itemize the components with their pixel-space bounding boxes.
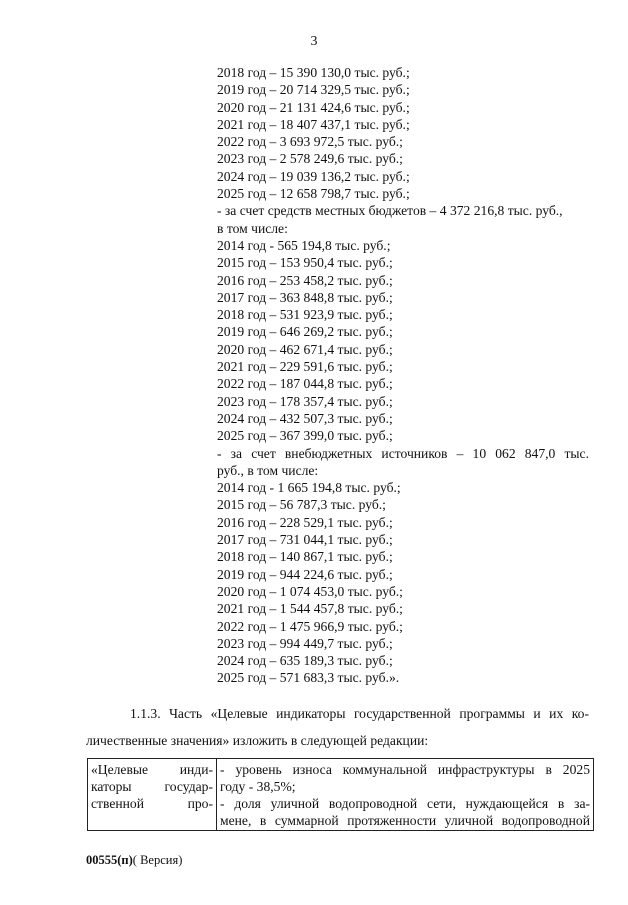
list-item: 2017 год – 363 848,8 тыс. руб.;: [217, 289, 393, 305]
cell-line: - уровень износа коммунальной инфраструктуры в 2025: [220, 762, 590, 777]
document-version: ( Версия): [132, 853, 183, 867]
offbudget-heading: - за счет внебюджетных источников – 10 062 847,0 тыс.: [217, 445, 589, 461]
list-item: 2015 год – 153 950,4 тыс. руб.;: [217, 255, 393, 271]
list-item: 2025 год – 12 658 798,7 тыс. руб.;: [217, 186, 410, 202]
list-item: 2024 год – 635 189,3 тыс. руб.;: [217, 653, 393, 669]
cell-line: ственной про-: [91, 796, 213, 811]
cell-line: - доля уличной водопроводной сети, нуждающейся в за-: [220, 796, 590, 811]
list-item: 2018 год – 531 923,9 тыс. руб.;: [217, 307, 393, 323]
list-item: 2022 год – 187 044,8 тыс. руб.;: [217, 376, 393, 392]
offbudget-subheading: руб., в том числе:: [217, 462, 319, 478]
list-item: 2023 год – 994 449,7 тыс. руб.;: [217, 635, 393, 651]
indicators-table: [87, 758, 594, 831]
list-item: 2020 год – 21 131 424,6 тыс. руб.;: [217, 99, 410, 115]
list-item: 2020 год – 1 074 453,0 тыс. руб.;: [217, 583, 403, 599]
indicator-values-cell: [217, 759, 594, 831]
list-item: 2019 год – 20 714 329,5 тыс. руб.;: [217, 82, 410, 98]
document-code: 00555(п): [86, 853, 133, 867]
funding-list: [217, 64, 589, 687]
cell-line: мене, в суммарной протяженности уличной водопроводной: [220, 813, 590, 828]
list-item: 2024 год – 19 039 136,2 тыс. руб.;: [217, 168, 410, 184]
cell-line: каторы государ-: [91, 779, 213, 794]
cell-line: году - 38,5%;: [220, 779, 296, 794]
page-number: 3: [310, 34, 318, 49]
document-footer: [86, 853, 182, 868]
list-item: 2023 год – 178 357,4 тыс. руб.;: [217, 393, 393, 409]
list-item: 2014 год - 1 665 194,8 тыс. руб.;: [217, 480, 401, 496]
cell-line: «Целевые инди-: [91, 762, 213, 777]
list-item: 2021 год – 1 544 457,8 тыс. руб.;: [217, 601, 403, 617]
list-item: 2024 год – 432 507,3 тыс. руб.;: [217, 410, 393, 426]
list-item: 2019 год – 646 269,2 тыс. руб.;: [217, 324, 393, 340]
local-budget-heading: - за счет средств местных бюджетов – 4 372 216,8 тыс. руб.,: [217, 203, 563, 219]
list-item: 2025 год – 571 683,3 тыс. руб.».: [217, 670, 400, 686]
list-item: 2014 год - 565 194,8 тыс. руб.;: [217, 237, 391, 253]
list-item: 2021 год – 229 591,6 тыс. руб.;: [217, 359, 393, 375]
list-item: 2022 год – 3 693 972,5 тыс. руб.;: [217, 134, 403, 150]
table-row: [88, 759, 594, 831]
list-item: 2018 год – 140 867,1 тыс. руб.;: [217, 549, 393, 565]
list-item: 2023 год – 2 578 249,6 тыс. руб.;: [217, 151, 403, 167]
list-item: 2015 год – 56 787,3 тыс. руб.;: [217, 497, 386, 513]
list-item: 2025 год – 367 399,0 тыс. руб.;: [217, 428, 393, 444]
list-item: 2022 год – 1 475 966,9 тыс. руб.;: [217, 618, 403, 634]
section-1-1-3-line-1: 1.1.3. Часть «Целевые индикаторы государственной программы и их ко-: [130, 706, 589, 721]
indicator-label-cell: [88, 759, 217, 831]
list-item: 2018 год – 15 390 130,0 тыс. руб.;: [217, 65, 410, 80]
section-1-1-3-line-2: личественные значения» изложить в следующей редакции:: [86, 733, 429, 748]
list-item: 2021 год – 18 407 437,1 тыс. руб.;: [217, 116, 410, 132]
local-budget-subheading: в том числе:: [217, 220, 288, 236]
list-item: 2017 год – 731 044,1 тыс. руб.;: [217, 532, 393, 548]
list-item: 2016 год – 253 458,2 тыс. руб.;: [217, 272, 393, 288]
list-item: 2016 год – 228 529,1 тыс. руб.;: [217, 514, 393, 530]
list-item: 2020 год – 462 671,4 тыс. руб.;: [217, 341, 393, 357]
list-item: 2019 год – 944 224,6 тыс. руб.;: [217, 566, 393, 582]
